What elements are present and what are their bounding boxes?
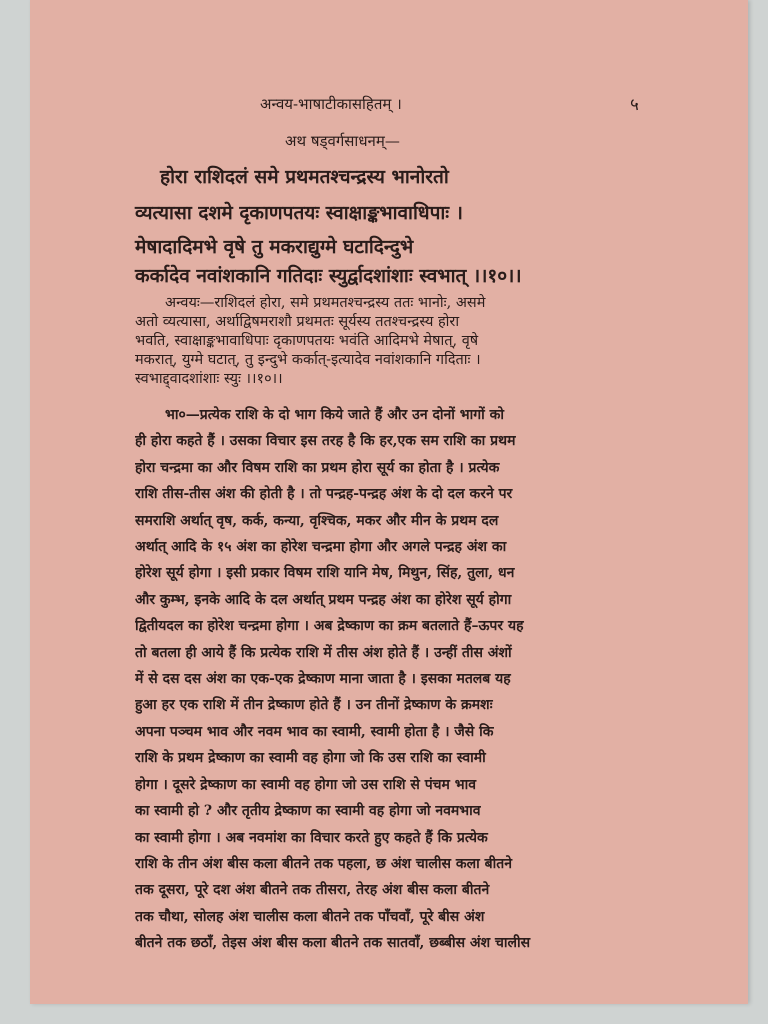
page-number: ५ (630, 95, 639, 115)
commentary-line: राशि के प्रथम द्रेष्काण का स्वामी वह होगा जो कि उस राशि का स्वामी (135, 750, 486, 767)
verse-line: व्यत्यासा दशमे दृकाणपतयः स्वाक्षाङ्कभावाधिपाः । (135, 202, 463, 224)
commentary-line: तक चौथा, सोलह अंश चालीस कला बीतने तक पाँचवाँ, पूरे बीस अंश (135, 908, 485, 925)
anvaya-line: भवति, स्वाक्षाङ्कभावाधिपाः दृकाणपतयः भवंति आदिमभे मेषात्, वृषे (135, 333, 479, 349)
section-heading: अथ षड्वर्गसाधनम्— (285, 132, 400, 150)
verse-line: कर्कादेव नवांशकानि गतिदाः स्युर्द्वादशांशाः स्वभात् ।।१०।। (135, 265, 522, 287)
commentary-line: होरा चन्द्रमा का और विषम राशि का प्रथम होरा सूर्य का होता है । प्रत्येक (135, 459, 500, 476)
commentary-line: अर्थात् आदि के १५ अंश का होरेश चन्द्रमा होगा और अगले पन्द्रह अंश का (135, 539, 507, 556)
verse-line: होरा राशिदलं समे प्रथमतश्चन्द्रस्य भानोरतो (160, 166, 449, 188)
commentary-line: राशि के तीन अंश बीस कला बीतने तक पहला, छ अंश चालीस कला बीतने (135, 855, 513, 872)
commentary-line: राशि तीस-तीस अंश की होती है । तो पन्द्रह-पन्द्रह अंश के दो दल करने पर (135, 486, 513, 503)
running-header (30, 94, 748, 114)
commentary-line: होरेश सूर्य होगा । इसी प्रकार विषम राशि यानि मेष, मिथुन, सिंह, तुला, धन (135, 565, 515, 582)
anvaya-line: अतो व्यत्यासा, अर्थाद्विषमराशौ प्रथमतः सूर्यस्य ततश्चन्द्रस्य होरा (135, 314, 460, 330)
commentary-line: तक दूसरा, पूरे दश अंश बीतने तक तीसरा, तेरह अंश बीस कला बीतने (135, 882, 490, 899)
commentary-line: हुआ हर एक राशि में तीन द्रेष्काण होते हैं । उन तीनों द्रेष्काण के क्रमशः (135, 697, 493, 714)
commentary-line: का स्वामी हो ? और तृतीय द्रेष्काण का स्वामी वह होगा जो नवमभाव (135, 803, 481, 820)
commentary-line: तो बतला ही आये हैं कि प्रत्येक राशि में तीस अंश होते हैं । उन्हीं तीस अंशों (135, 644, 512, 661)
anvaya-line: अन्वयः—राशिदलं होरा, समे प्रथमतश्चन्द्रस्य ततः भानोः, असमे (165, 295, 486, 311)
commentary-line: में से दस दस अंश का एक-एक द्रेष्काण माना जाता है । इसका मतलब यह (135, 671, 511, 688)
anvaya-line: मकरात्, युग्मे घटात्, तु इन्दुभे कर्कात्-इत्यादेव नवांशकानि गदिताः । (135, 352, 481, 368)
commentary-paragraph (135, 402, 695, 957)
commentary-line: बीतने तक छठाँ, तेइस अंश बीस कला बीतने तक सातवाँ, छब्बीस अंश चालीस (135, 935, 531, 952)
header-title: अन्वय-भाषाटीकासहितम् । (260, 95, 402, 113)
commentary-line: ही होरा कहते हैं । उसका विचार इस तरह है कि हर,एक सम राशि का प्रथम (135, 433, 516, 450)
anvaya-paragraph (135, 294, 695, 389)
commentary-line: और कुम्भ, इनके आदि के दल अर्थात् प्रथम पन्द्रह अंश का होरेश सूर्य होगा (135, 591, 512, 608)
commentary-line: अपना पञ्चम भाव और नवम भाव का स्वामी, स्वामी होता है । जैसे कि (135, 723, 494, 740)
anvaya-line: स्वभाद्द्वादशांशाः स्युः ।।१०।। (135, 371, 283, 387)
commentary-line: भा०—प्रत्येक राशि के दो भाग किये जाते हैं और उन दोनों भागों को (165, 407, 505, 423)
commentary-line: द्वितीयदल का होरेश चन्द्रमा होगा । अब द्रेष्काण का क्रम बतलाते हैं–ऊपर यह (135, 618, 524, 635)
commentary-line: का स्वामी होगा । अब नवमांश का विचार करते हुए कहते हैं कि प्रत्येक (135, 829, 488, 846)
book-page (30, 0, 748, 1004)
commentary-line: होगा । दूसरे द्रेष्काण का स्वामी वह होगा जो उस राशि से पंचम भाव (135, 776, 477, 793)
verse-line: मेषादादिमभे वृषे तु मकराद्युग्मे घटादिन्दुभे (135, 236, 414, 258)
commentary-line: समराशि अर्थात् वृष, कर्क, कन्या, वृश्चिक, मकर और मीन के प्रथम दल (135, 512, 499, 529)
